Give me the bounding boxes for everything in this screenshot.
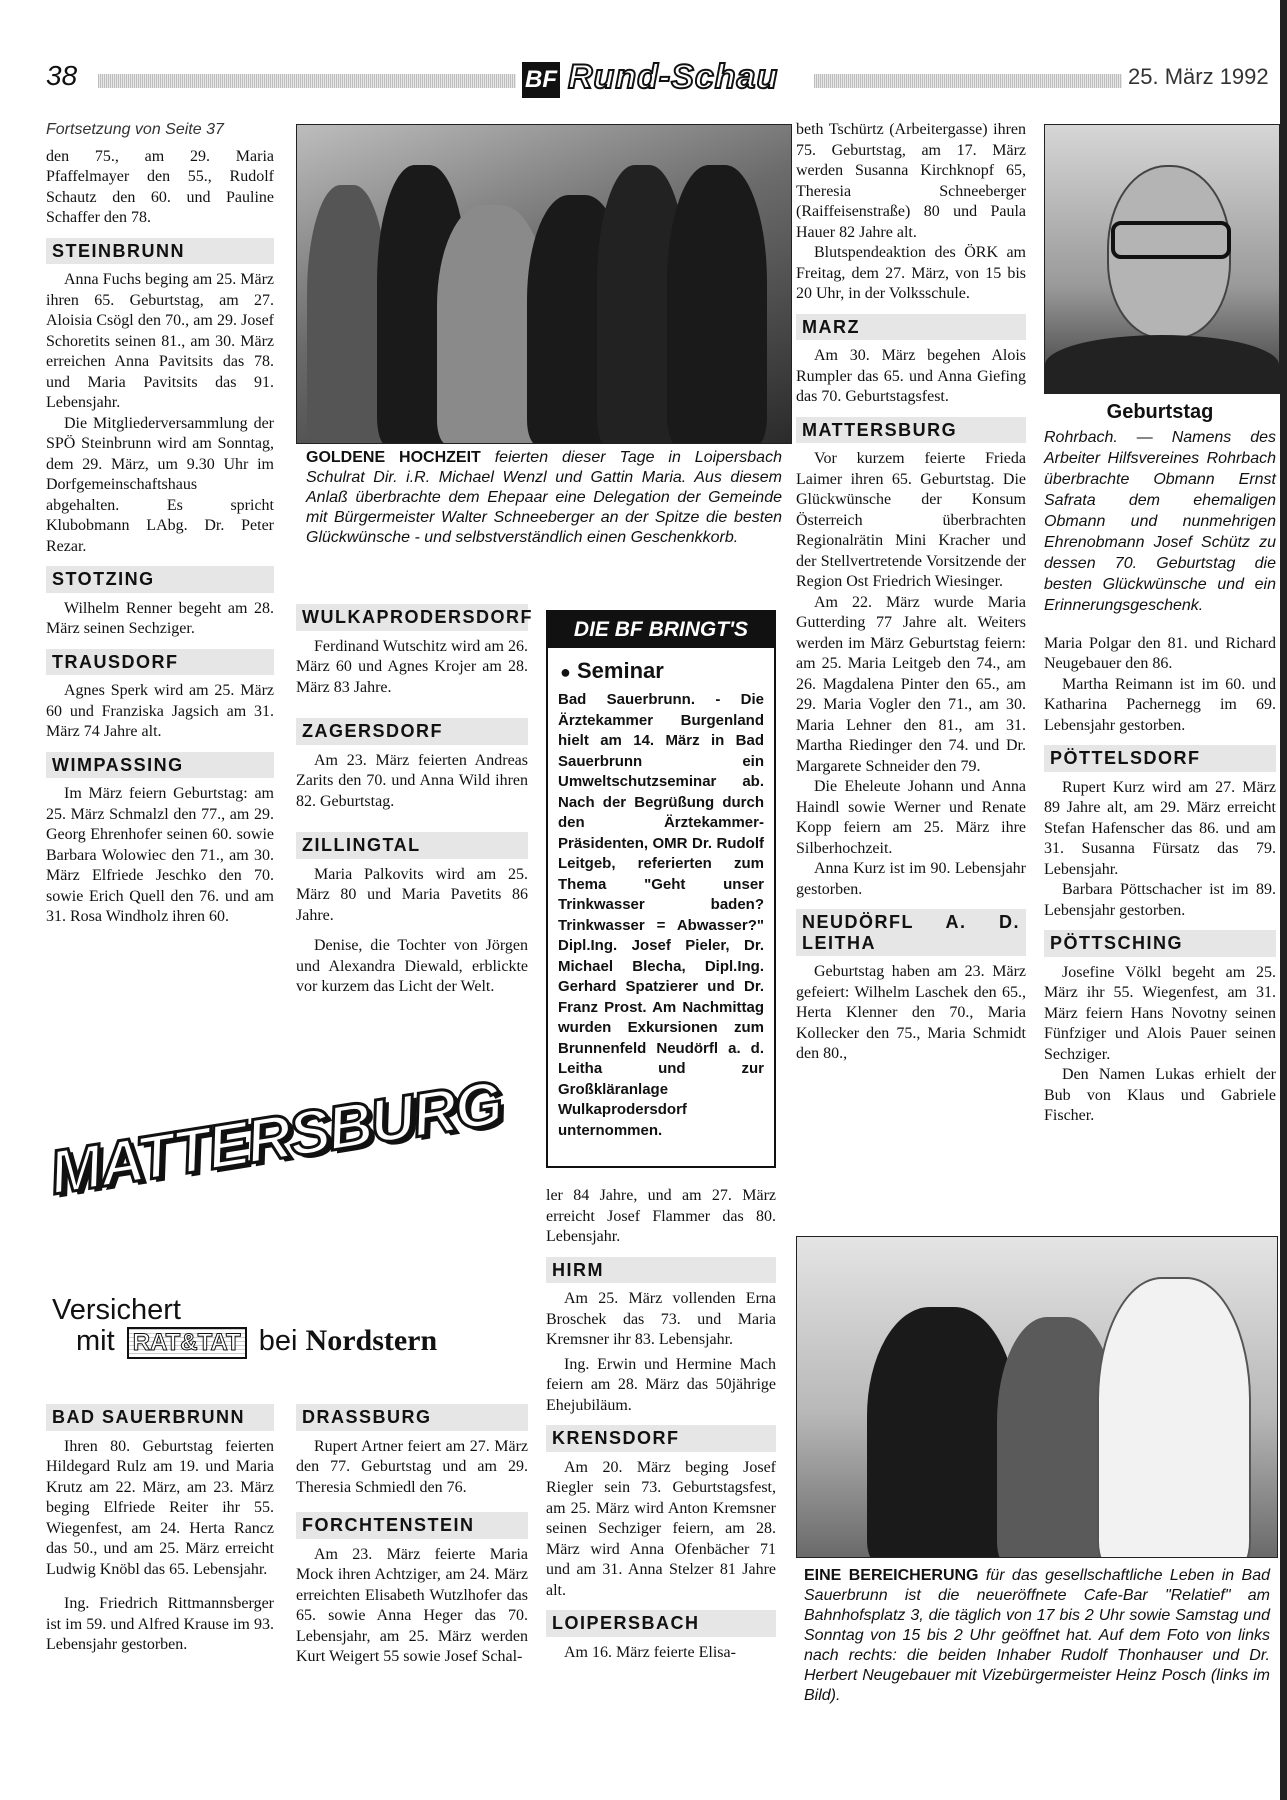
heading-mattersburg: MATTERSBURG: [796, 417, 1026, 444]
paragraph: Anna Fuchs beging am 25. März ihren 65. Geburtstag, am 27. Aloisia Csögl den 70., am 29. Josef Schoretits seinen 81., am 30. März erreichen Anna Pavitsits das 78. und Maria Pavitsits das 91. Lebensjahr.: [46, 271, 274, 411]
person-silhouette: [867, 1307, 1017, 1558]
header-rule-right: [814, 74, 1122, 88]
heading-steinbrunn: STEINBRUNN: [46, 238, 274, 265]
header-rule-left: [98, 74, 516, 88]
paragraph: Denise, die Tochter von Jörgen und Alexandra Diewald, erblickte vor kurzem das Licht der Welt.: [296, 937, 528, 995]
paragraph: Anna Kurz ist im 90. Lebensjahr gestorben.: [796, 860, 1026, 898]
person-silhouette: [1097, 1277, 1251, 1558]
column-5: [1044, 402, 1276, 1127]
paragraph: Josefine Völkl begeht am 25. März ihr 55. Wiegenfest, am 31. März feiern Hans Novotny seinen Fünfziger und Alois Pauer seinen Sechziger.: [1044, 963, 1276, 1063]
masthead-title: Rund-Schau: [568, 58, 779, 96]
issue-date: 25. März 1992: [1128, 64, 1269, 89]
ad-company: Nordstern: [305, 1324, 438, 1357]
intro-paragraph: den 75., am 29. Maria Pfaffelmayer den 55., Rudolf Schautz den 60. und Pauline Schaffer den 78.: [46, 147, 274, 226]
heading-wimpassing: WIMPASSING: [46, 752, 274, 779]
page-number: 38: [46, 60, 78, 91]
paragraph: Am 23. März feierte Maria Mock ihren Achtziger, am 24. März erreichten Elisabeth Wutzlhofer das 65. sowie Anna Heger das 70. Lebensjahr, am 25. März werden Kurt Weigert 55 sowie Josef Schal-: [296, 1545, 528, 1665]
paragraph: Den Namen Lukas erhielt der Bub von Klaus und Gabriele Fischer.: [1044, 1066, 1276, 1124]
paragraph: Maria Palkovits wird am 25. März 80 und Maria Pavetits 86 Jahre.: [296, 865, 528, 924]
caption-text: feierten dieser Tage in Loipersbach Schulrat Dir. i.R. Michael Wenzl und Gattin Maria. Aus diesem Anlaß überbrachte dem Ehepaar eine Delegation der Gemeinde mit Bürgermeister Walter Schneeberger an der Spitze die besten Glückwünsche - und selbstverständlich einen Geschenkkorb.: [306, 449, 782, 546]
heading-trausdorf: TRAUSDORF: [46, 649, 274, 676]
heading-hirm: HIRM: [546, 1257, 776, 1284]
photo-caption-golden-wedding: [306, 448, 782, 548]
paragraph: Am 22. März wurde Maria Gutterding 77 Jahre alt. Weiters werden im März Geburtstag feiern: am 25. Maria Leitgeb den 74., am 26. Magdalena Pinter den 65., am 29. Maria Vogler den 71., am 30. Maria Lehner den 81., am 31. Martha Riedinger den 74. und Dr. Margarete Schneider den 79.: [796, 593, 1026, 775]
heading-stotzing: STOTZING: [46, 566, 274, 593]
column-1-lower: [46, 1404, 274, 1656]
page-edge: [1280, 0, 1287, 1800]
heading-drassburg: DRASSBURG: [296, 1404, 528, 1431]
box-title: DIE BF BRINGT'S: [548, 612, 774, 648]
paragraph: Die Mitgliederversammlung der SPÖ Steinbrunn wird am Sonntag, dem 29. März, um 9.30 Uhr im Dorfgemeinschaftshaus abgehalten. Es spricht Klubobmann LAbg. Dr. Peter Rezar.: [46, 414, 274, 555]
paragraph: Rupert Artner feiert am 27. März den 77. Geburtstag und am 29. Theresia Schmiedl den 76.: [296, 1437, 528, 1496]
heading-wulkaprodersdorf: WULKAPRODERSDORF: [296, 604, 528, 631]
column-3-lower: [546, 1186, 776, 1663]
person-silhouette: [667, 165, 767, 444]
photo-golden-wedding: [296, 124, 792, 444]
ad-line-1: Versichert: [52, 1294, 181, 1326]
paragraph: Wilhelm Renner begeht am 28. März seinen Sechziger.: [46, 599, 274, 637]
bf-bringts-box: [546, 610, 776, 1168]
portrait-caption: Rohrbach. — Namens des Arbeiter Hilfsvereines Rohrbach überbrachte Obmann Ernst Safrata dem ehemaligen Obmann und nunmehrigen Ehrenobmann Josef Schütz zu dessen 70. Geburtstag die besten Glückwünsche und ein Erinnerungsgeschenk.: [1044, 428, 1276, 614]
heading-forchtenstein: FORCHTENSTEIN: [296, 1512, 528, 1539]
box-text: Bad Sauerbrunn. - Die Ärztekammer Burgenland hielt am 14. März in Bad Sauerbrunn ein Umweltschutzseminar ab. Nach der Begrüßung durch den Ärztekammer-Präsidenten, OMR Dr. Rudolf Leitgeb, referierten zum Thema "Geht unser Trinkwasser baden? Trinkwasser = Abwasser?" Dipl.Ing. Josef Pieler, Dr. Michael Blecha, Dipl.Ing. Gerhard Spatzierer und Dr. Franz Prost. Am Nachmittag wurden Exkursionen zum Brunnenfeld Neudörfl a. d. Leitha und zur Großkläranlage Wulkaprodersdorf unternommen.: [558, 691, 764, 1139]
paragraph: Ing. Friedrich Rittmannsberger ist im 59. und Alfred Krause im 93. Lebensjahr gestorben.: [46, 1595, 274, 1653]
paragraph: Am 23. März feierten Andreas Zarits den 70. und Anna Wild ihren 82. Geburtstag.: [296, 751, 528, 810]
paragraph: Ing. Erwin und Hermine Mach feiern am 28. März das 50jährige Ehejubiläum.: [546, 1355, 776, 1414]
photo-portrait-josef-schuetz: [1044, 124, 1280, 394]
ad-brand-art: MATTERSBURG: [45, 1068, 506, 1209]
glasses-icon: [1111, 221, 1231, 259]
heading-bad-sauerbrunn: BAD SAUERBRUNN: [46, 1404, 274, 1431]
paragraph: beth Tschürtz (Arbeitergasse) ihren 75. Geburtstag, am 17. März werden Susanna Kirchknopf 65, Theresia Schneeberger (Raiffeisenstraße) 80 und Paula Hauer 82 Jahre alt.: [796, 121, 1026, 241]
paragraph: Barbara Pöttschacher ist im 89. Lebensjahr gestorben.: [1044, 881, 1276, 919]
portrait-caption-title: Geburtstag: [1106, 401, 1214, 423]
portrait-shoulders: [1045, 335, 1279, 394]
column-2: [296, 604, 533, 998]
paragraph: Rupert Kurz wird am 27. März 89 Jahre alt, am 29. März erreicht Stefan Hafenscher das 86. und am 31. Susanna Fürsatz das 79. Lebensjahr.: [1044, 778, 1276, 878]
column-2-lower: [296, 1404, 528, 1668]
photo-cafe-bar-opening: [796, 1236, 1278, 1558]
ad-suffix: bei: [258, 1325, 298, 1357]
caption-text: für das gesellschaftliche Leben in Bad Sauerbrunn ist die neueröffnete Cafe-Bar "Relatief" am Bahnhofsplatz 3, die täglich von 17 bis 2 Uhr sowie Samstag und Sonntag von 15 bis 2 Uhr geöffnet hat. Auf dem Foto von links nach rechts: die beiden Inhaber Rudolf Thonhauser und Dr. Herbert Neugebauer mit Vizebürgermeister Heinz Posch (links im Bild).: [804, 1567, 1270, 1704]
person-silhouette: [307, 185, 387, 444]
box-subtitle: [548, 648, 774, 688]
caption-lead: EINE BEREICHERUNG: [804, 1567, 979, 1584]
paragraph: Am 20. März beging Josef Riegler sein 73. Geburtstagsfest, am 25. März wird Anton Kremsner seinen Sechziger feiern, am 28. März wird Anna Ofenbächer 71 und am 31. Anna Stelzer 81 Jahre alt.: [546, 1458, 776, 1599]
heading-zillingtal: ZILLINGTAL: [296, 832, 528, 859]
column-1: [46, 120, 274, 928]
caption-lead: GOLDENE HOCHZEIT: [306, 449, 481, 466]
paragraph: Am 16. März feierte Elisa-: [564, 1643, 736, 1661]
paragraph: ler 84 Jahre, und am 27. März erreicht Josef Flammer das 80. Lebensjahr.: [546, 1187, 776, 1245]
paragraph: Am 25. März vollenden Erna Broschek das 73. und Maria Kremsner ihr 83. Lebensjahr.: [546, 1290, 776, 1348]
paragraph: Die Eheleute Johann und Anna Haindl sowie Werner und Renate Kopp feiern am 25. März ihre Silberhochzeit.: [796, 778, 1026, 857]
heading-marz: MARZ: [796, 314, 1026, 341]
paragraph: Am 30. März begehen Alois Rumpler das 65. und Anna Giefing das 70. Geburtstagsfest.: [796, 347, 1026, 405]
paragraph: Im März feiern Geburtstag: am 25. März Schmalzl den 77., am 29. Georg Ehrenhofer seinen 60. sowie Barbara Wolowiec den 71., am 30. März Elfriede Jeschko den 70. sowie Erich Quell den 76. und am 31. Rosa Windholz ihren 60.: [46, 785, 274, 925]
ad-badge: RAT&TAT: [127, 1327, 247, 1359]
heading-krensdorf: KRENSDORF: [546, 1425, 776, 1452]
masthead-logo: BF: [522, 62, 560, 98]
bullet-icon: ●: [560, 662, 571, 682]
column-4: [796, 120, 1026, 1065]
paragraph: Ferdinand Wutschitz wird am 26. März 60 und Agnes Krojer am 28. März 83 Jahre.: [296, 637, 528, 696]
paragraph: Martha Reimann ist im 60. und Katharina Pachernegg im 69. Lebensjahr gestorben.: [1044, 675, 1276, 734]
heading-loipersbach: LOIPERSBACH: [546, 1610, 776, 1637]
paragraph: Geburtstag haben am 23. März gefeiert: Wilhelm Laschek den 65., Herta Klenner den 70., Maria Kollecker den 75., Maria Schmidt den 80.,: [796, 963, 1026, 1062]
continuation-note: Fortsetzung von Seite 37: [46, 121, 224, 138]
paragraph: Agnes Sperk wird am 25. März 60 und Franziska Jagsich am 31. März 74 Jahre alt.: [46, 682, 274, 740]
paragraph: Ihren 80. Geburtstag feierten Hildegard Rulz am 19. und Maria Krutz am 22. März, am 23. März beging Elfriede Reiter ihr 55. Wiegenfest, am 24. Herta Rancz das 50., und am 25. März erreicht Ludwig Knöbl das 65. Lebensjahr.: [46, 1437, 274, 1578]
photo-caption-cafe-bar: [804, 1566, 1270, 1706]
paragraph: Vor kurzem feierte Frieda Laimer ihren 65. Geburtstag. Die Glückwünsche der Konsum Österreich überbrachten Regionalrätin Mini Kracher und der Stellvertretende Vorsitzende der Region Ost Friedrich Wiesinger.: [796, 450, 1026, 590]
paragraph: Blutspendeaktion des ÖRK am Freitag, dem 27. März, von 15 bis 20 Uhr, in der Volksschule.: [796, 244, 1026, 302]
heading-poettelsdorf: PÖTTELSDORF: [1044, 745, 1276, 772]
box-subtitle-text: Seminar: [577, 658, 664, 683]
ad-line-2: [76, 1324, 437, 1359]
heading-neudoerfl: NEUDÖRFL A. D. LEITHA: [796, 909, 1026, 956]
paragraph: Maria Polgar den 81. und Richard Neugebauer den 86.: [1044, 634, 1276, 672]
heading-zagersdorf: ZAGERSDORF: [296, 718, 528, 745]
ad-prefix: mit: [76, 1325, 115, 1357]
mattersburg-ad: [45, 1068, 530, 1358]
heading-poettsching: PÖTTSCHING: [1044, 930, 1276, 957]
